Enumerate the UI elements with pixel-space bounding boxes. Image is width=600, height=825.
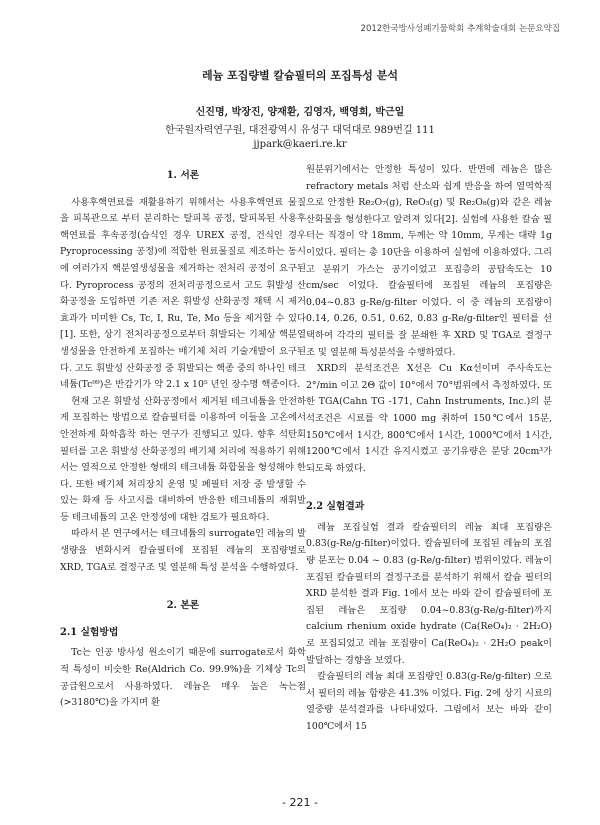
method-continued-paragraph-2: XRD의 분석조건은 X선은 Cu Kα선이며 주사속도는 2°/min 이고 2Θ 값이 10°에서 70°범위에서 측정하였다. 또한 TGA(Cahn TG -171, Cahn Instruments, Inc.)의 분석조건은 시료를 약 1000 mg 취하여 150℃에서 15분, 150℃에서 1시간, 800℃에서 1시간, 1000℃에서 1시간, 1200℃에서 1시간 유지시켰고 공기유량은 분당 20cm³가 되도록 하였다. — [306, 363, 552, 474]
method-paragraph: Tc는 인공 방사성 원소이기 때문에 surrogate로서 화학적 특성이 비슷한 Re(Aldrich Co. 99.9%)을 기체상 Tc의 공급원으로서 사용하였다. 레늄은 매우 높은 녹는점(>3180℃)을 가지며 환 — [60, 647, 306, 709]
intro-paragraph-2: 현재 고온 휘발성 산화공정에서 제거된 테크네튬을 안전하게 포집하는 방법으로 칼슘필터를 이용하여 이들을 고온에서 안전하게 화학흡착 하는 연구가 진행되고 있다. 향후 석탄회 필터를 고온 휘발성 산화공정의 배기체 처리에 적용하기 위해서는 열적으로 안정한 형태의 테크네튬 화합물을 형성해야 한다. 또한 배기체 처리장치 운영 및 폐필터 저장 중 발생할 수 있는 화재 등 사고시를 대비하여 반응한 테크네튬의 재휘발 등 테크네튬의 고온 안정성에 대한 검토가 필요하다. — [60, 395, 306, 523]
page-number: - 221 - — [282, 796, 318, 809]
results-paragraph-1: 레늄 포집실험 결과 칼슘필터의 레늄 최대 포집량은 0.83(g-Re/g-filter)이었다. 칼슘필터에 포집된 레늄의 포집량 분포는 0.04 ~ 0.83 (g-Re/g-filter) 범위이었다. 레늄이 포집된 칼슘필터의 결정구조를 분석하기 위해서 칼슘 필터의 XRD 분석한 결과 Fig. 1에서 보는 바와 같이 칼슘필터에 포집된 레늄은 포집량 0.04~0.83(g-Re/g-filter)까지 calcium rhenium oxide hydrate (Ca(ReO₄)₂ · 2H₂O)로 포집되었고 레늄 포집량이 Ca(ReO₄)₂ · 2H₂O peak이 발달하는 경향을 보였다. — [306, 521, 552, 666]
intro-paragraph-3: 따라서 본 연구에서는 테크네튬의 surrogate인 레늄의 발생량을 변화시켜 칼슘필터에 포집된 레늄의 포집량별로 XRD, TGA로 결정구조 및 열분해 특성 분석을 수행하였다. — [60, 528, 306, 573]
left-column — [60, 162, 306, 712]
method-continued-paragraph-1: 원분위기에서는 안정한 특성이 있다. 반면에 레늄은 많은 refractory metals 처럼 산소와 쉽게 반응을 하여 열역학적으로 안정한 Re₂O₇(g), ReO₃(g) 및 Re₂O₈(g)와 같은 레늄산화물을 형성한다고 알려져 있다[2]. 실험에 사용한 칼슘 필터는 직경이 약 18mm, 두께는 약 10mm, 무게는 대략 1g이었다. 필터는 총 10단을 이용하여 실험에 이용하였다. 그리고 분위기 가스는 공기이었고 포집층의 공탑속도는 10 cm/sec 이었다. 칼슘필터에 포집된 레늄의 포집량은 0.04~0.83 g-Re/g-filter 이었다. 이 중 레늄의 포집량이 0.14, 0.26, 0.51, 0.62, 0.83 g-Re/g-filter인 필터를 선택하여 각각의 필터를 잘 분쇄한 후 XRD 및 TGA로 결정구조 및 열분해 특성분석을 수행하였다. — [306, 164, 552, 358]
author-email: jjpark@kaeri.re.kr — [253, 139, 347, 150]
affiliation: 한국원자력연구원, 대전광역시 유성구 대덕대로 989번길 111 — [165, 125, 435, 136]
subsection-heading-results: 2.2 실험결과 — [306, 501, 365, 513]
subsection-heading-method: 2.1 실험방법 — [60, 626, 119, 638]
running-header: 2012한국방사성폐기물학회 추계학술대회 논문요약집 — [360, 24, 560, 34]
author-list: 신진명, 박장진, 양재환, 김영자, 백영희, 박근일 — [195, 107, 405, 118]
results-paragraph-2: 칼슘필터의 레늄 최대 포집량인 0.83(g-Re/g-filter) 으로서 필터의 레늄 함량은 41.3% 이었다. Fig. 2에 상기 시료의 열중량 분석결과를 나타내었다. 그림에서 보는 바와 같이 100℃에서 15 — [306, 671, 552, 732]
intro-paragraph-1: 사용후핵연료를 재활용하기 위해서는 사용후핵연료 물질을 피복관으로 부터 분리하는 탈피복 공정, 탈피복된 사용후핵연료를 후속공정(습식인 경우 UREX 공정, 건식인 경우 Pyroprocessing 공정)에 적합한 원료물질로 제조하는 동시에 여러가지 핵분열생성물을 제거하는 전처리 공정이 요구된다. Pyroprocess 공정의 전처리공정으로서 고도 휘발성 산화공정을 도입하면 기존 저온 휘발성 산화공정 채택 시 제거효과가 미미한 Cs, Tc, I, Ru, Te, Mo 등을 제거할 수 있다[1]. 또한, 상기 전처리공정으로부터 휘발되는 기체상 핵분열생성물을 안전하게 포집하는 배기체 처리 기술개발이 요구된다. 고도 휘발성 산화공정 중 휘발되는 핵종 중의 하나인 테크네튬(Tc⁹⁹)은 반감기가 약 2.1 x 10⁵ 년인 장수명 핵종이다. — [60, 196, 306, 391]
section-heading-introduction: 1. 서론 — [166, 170, 200, 181]
section-heading-body: 2. 본론 — [166, 600, 200, 612]
right-column — [306, 162, 552, 736]
paper-title: 레늄 포집량별 칼슘필터의 포집특성 분석 — [202, 69, 398, 82]
